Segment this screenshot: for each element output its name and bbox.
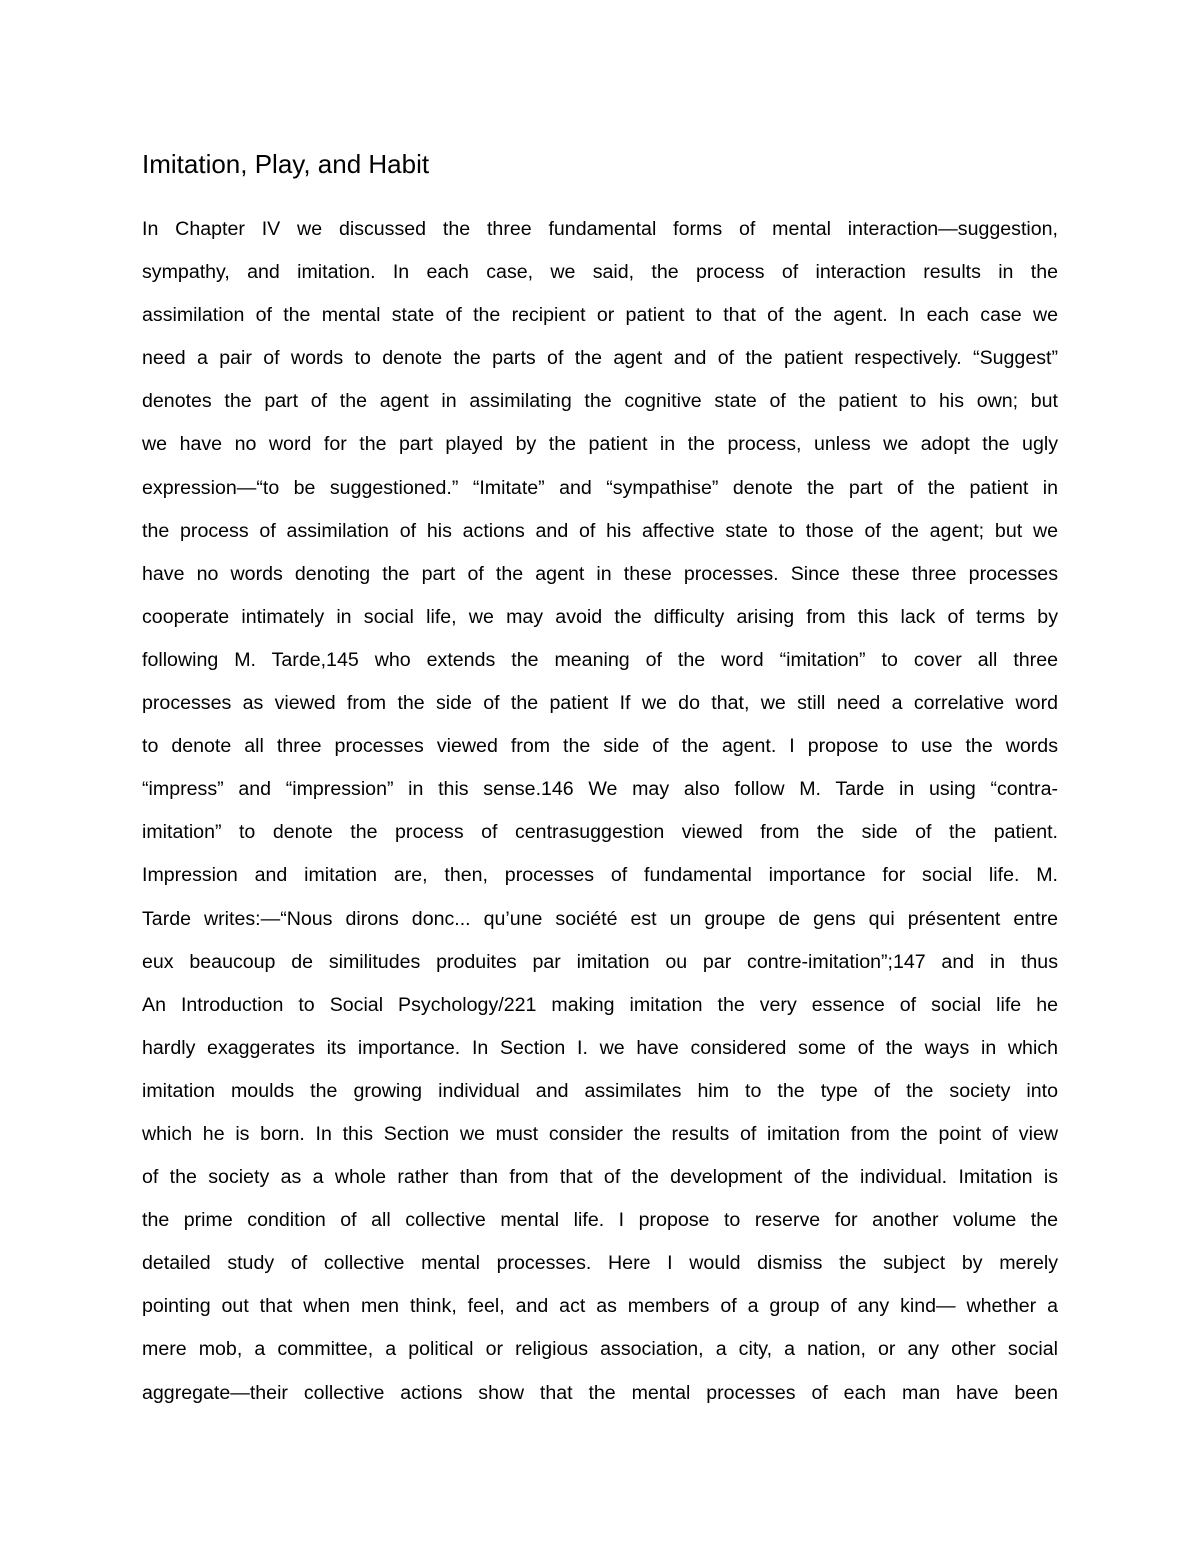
text-line: expression—“to be suggestioned.” “Imitate” and “sympathise” denote the part of the patient in bbox=[142, 476, 1058, 499]
text-line: aggregate—their collective actions show that the mental processes of each man have been bbox=[142, 1381, 1058, 1404]
text-line: eux beaucoup de similitudes produites par imitation ou par contre-imitation”;147 and in thus bbox=[142, 950, 1058, 973]
text-line: Impression and imitation are, then, processes of fundamental importance for social life. M. bbox=[142, 864, 1058, 887]
text-line: Tarde writes:—“Nous dirons donc... qu’une société est un groupe de gens qui présentent entre bbox=[142, 907, 1058, 930]
text-line: hardly exaggerates its importance. In Section I. we have considered some of the ways in which bbox=[142, 1036, 1058, 1059]
text-line: to denote all three processes viewed from the side of the agent. I propose to use the words bbox=[142, 735, 1058, 758]
text-line: cooperate intimately in social life, we may avoid the difficulty arising from this lack of terms by bbox=[142, 605, 1058, 628]
text-line: processes as viewed from the side of the patient If we do that, we still need a correlative word bbox=[142, 692, 1058, 715]
text-line: the prime condition of all collective mental life. I propose to reserve for another volume the bbox=[142, 1209, 1058, 1232]
text-line: imitation” to denote the process of centrasuggestion viewed from the side of the patient. bbox=[142, 821, 1058, 844]
text-line: “impress” and “impression” in this sense.146 We may also follow M. Tarde in using “contra- bbox=[142, 778, 1058, 801]
text-line: An Introduction to Social Psychology/221 making imitation the very essence of social life he bbox=[142, 993, 1058, 1016]
text-line: denotes the part of the agent in assimilating the cognitive state of the patient to his own; but bbox=[142, 390, 1058, 413]
text-line: sympathy, and imitation. In each case, we said, the process of interaction results in the bbox=[142, 261, 1058, 284]
text-line: detailed study of collective mental processes. Here I would dismiss the subject by merely bbox=[142, 1252, 1058, 1275]
page-title: Imitation, Play, and Habit bbox=[142, 149, 430, 179]
text-line: assimilation of the mental state of the recipient or patient to that of the agent. In each case we bbox=[142, 304, 1058, 327]
text-line: we have no word for the part played by the patient in the process, unless we adopt the ugly bbox=[142, 433, 1058, 456]
body-paragraph bbox=[142, 208, 1058, 1415]
text-line: imitation moulds the growing individual and assimilates him to the type of the society into bbox=[142, 1079, 1058, 1102]
text-line: following M. Tarde,145 who extends the meaning of the word “imitation” to cover all three bbox=[142, 648, 1058, 671]
text-line: pointing out that when men think, feel, and act as members of a group of any kind— whether a bbox=[142, 1295, 1058, 1318]
text-line: have no words denoting the part of the agent in these processes. Since these three processes bbox=[142, 562, 1058, 585]
text-line: need a pair of words to denote the parts of the agent and of the patient respectively. “Suggest” bbox=[142, 347, 1058, 370]
text-line: mere mob, a committee, a political or religious association, a city, a nation, or any other social bbox=[142, 1338, 1058, 1361]
text-line: of the society as a whole rather than from that of the development of the individual. Imitation is bbox=[142, 1166, 1058, 1189]
text-line: In Chapter IV we discussed the three fundamental forms of mental interaction—suggestion, bbox=[142, 218, 1058, 240]
text-line: which he is born. In this Section we must consider the results of imitation from the point of view bbox=[142, 1122, 1058, 1145]
text-line: the process of assimilation of his actions and of his affective state to those of the agent; but we bbox=[142, 519, 1058, 542]
